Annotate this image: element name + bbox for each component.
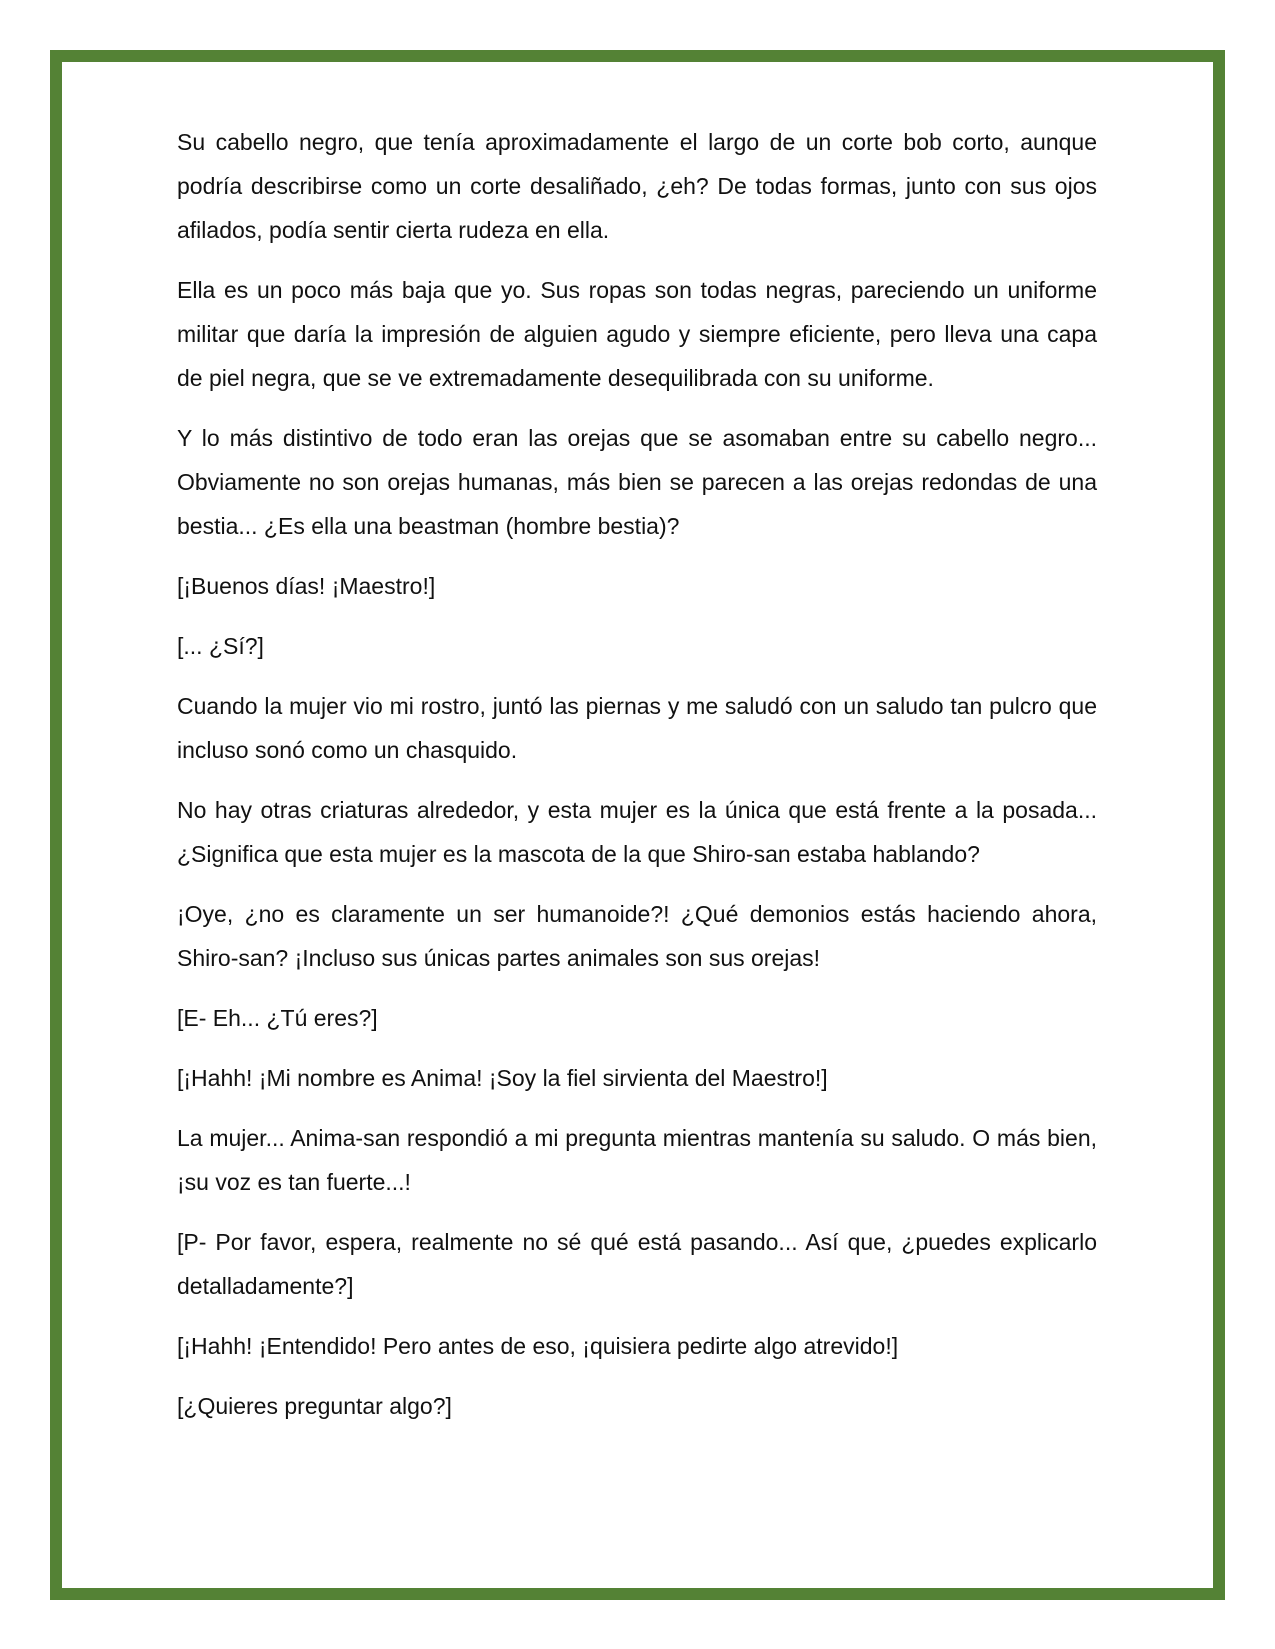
dialogue-line: [¡Hahh! ¡Entendido! Pero antes de eso, ¡quisiera pedirte algo atrevido!] bbox=[177, 1333, 899, 1359]
paragraph: No hay otras criaturas alrededor, y esta mujer es la única que está frente a la posada... ¿Significa que esta mujer es la mascota de la que Shiro-san estaba hablando? bbox=[177, 797, 1097, 867]
paragraph: Cuando la mujer vio mi rostro, juntó las piernas y me saludó con un saludo tan pulcro que incluso sonó como un chasquido. bbox=[177, 693, 1097, 763]
dialogue-line: [E- Eh... ¿Tú eres?] bbox=[177, 1005, 378, 1031]
paragraph: La mujer... Anima-san respondió a mi pregunta mientras mantenía su saludo. O más bien, ¡su voz es tan fuerte...! bbox=[177, 1125, 1097, 1195]
dialogue-line: [¡Hahh! ¡Mi nombre es Anima! ¡Soy la fiel sirvienta del Maestro!] bbox=[177, 1065, 828, 1091]
dialogue-line: [¿Quieres preguntar algo?] bbox=[177, 1393, 452, 1419]
paragraph: ¡Oye, ¿no es claramente un ser humanoide?! ¿Qué demonios estás haciendo ahora, Shiro-san? ¡Incluso sus únicas partes animales son sus orejas! bbox=[177, 901, 1097, 971]
paragraph: Y lo más distintivo de todo eran las orejas que se asomaban entre su cabello negro... Obviamente no son orejas humanas, más bien se parecen a las orejas redondas de una bestia... ¿Es ella una beastman (hombre bestia)? bbox=[177, 425, 1097, 539]
dialogue-line: [P- Por favor, espera, realmente no sé qué está pasando... Así que, ¿puedes explicarlo detalladamente?] bbox=[177, 1229, 1097, 1299]
paragraph: Ella es un poco más baja que yo. Sus ropas son todas negras, pareciendo un uniforme militar que daría la impresión de alguien agudo y siempre eficiente, pero lleva una capa de piel negra, que se ve extremadamente desequilibrada con su uniforme. bbox=[177, 277, 1097, 391]
paragraph: Su cabello negro, que tenía aproximadamente el largo de un corte bob corto, aunque podría describirse como un corte desaliñado, ¿eh? De todas formas, junto con sus ojos afilados, podía sentir cierta rudeza en ella. bbox=[177, 129, 1097, 243]
dialogue-line: [... ¿Sí?] bbox=[177, 633, 264, 659]
dialogue-line: [¡Buenos días! ¡Maestro!] bbox=[177, 573, 436, 599]
document-body bbox=[177, 120, 1097, 1444]
